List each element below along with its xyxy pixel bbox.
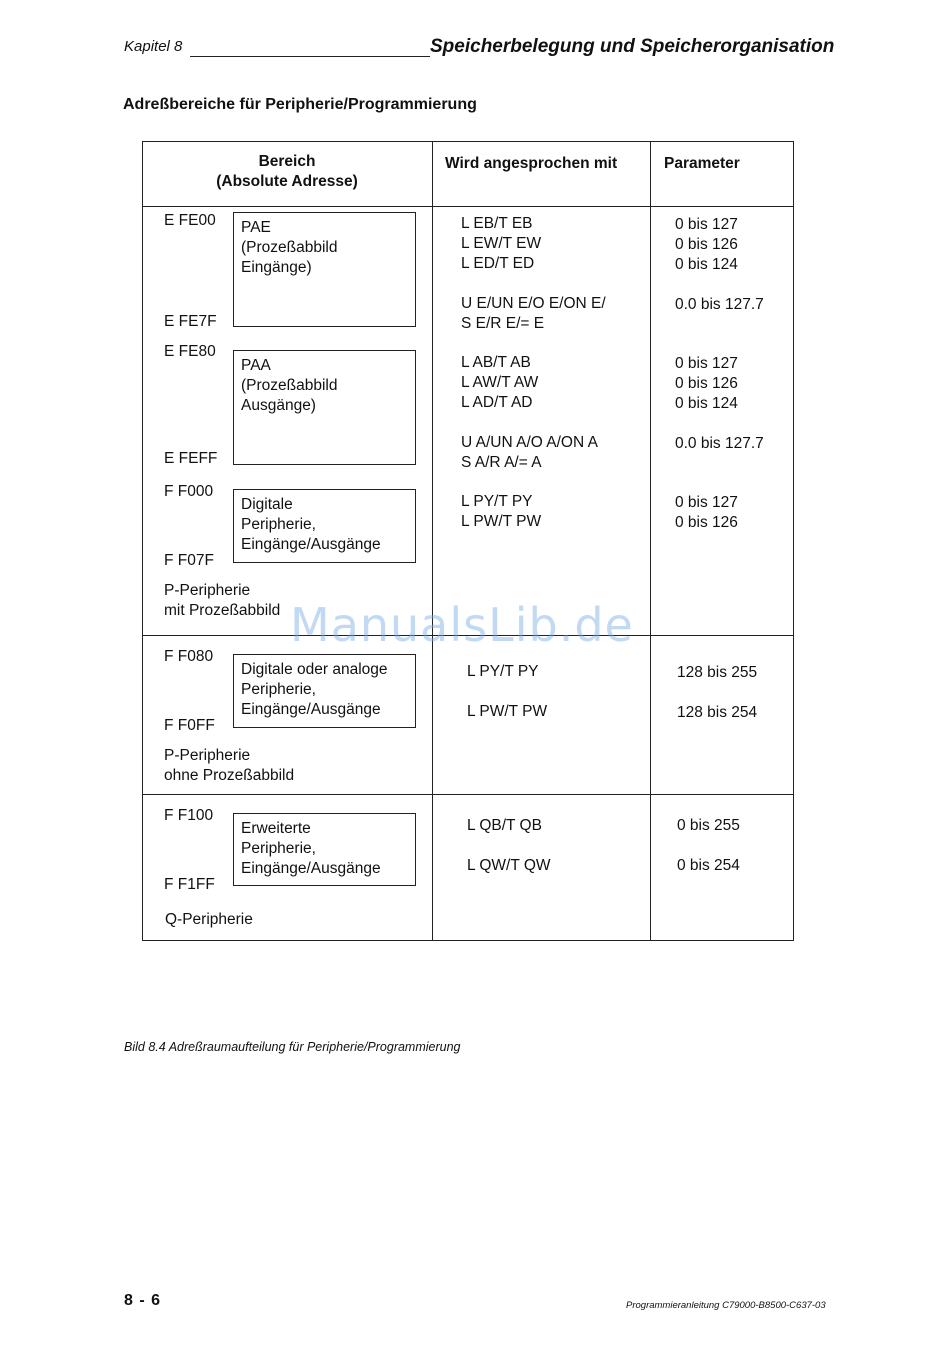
- parameter-value: 0 bis 126: [675, 236, 738, 253]
- parameter-value: 0.0 bis 127.7: [675, 435, 764, 452]
- address-label: E FE80: [164, 343, 216, 360]
- header-rule: [190, 56, 430, 57]
- address-label: F F100: [164, 807, 214, 824]
- section-title: Adreßbereiche für Peripherie/Programmierung: [123, 96, 477, 113]
- memory-area-box-paa: PAA (Prozeßabbild Ausgänge): [233, 350, 416, 465]
- parameter-value: 0 bis 126: [675, 375, 738, 392]
- address-label: E FE7F: [164, 313, 217, 330]
- command-label: U A/UN A/O A/ON A: [461, 434, 598, 451]
- document-reference: Programmieranleitung C79000-B8500-C637-03: [626, 1300, 826, 1311]
- header-wird: Wird angesprochen mit: [445, 155, 618, 172]
- parameter-value: 0 bis 124: [675, 395, 738, 412]
- command-label: L PY/T PY: [461, 493, 533, 510]
- address-label: F F0FF: [164, 717, 215, 734]
- address-label: F F000: [164, 483, 214, 500]
- parameter-value: 0 bis 126: [675, 514, 738, 531]
- parameter-value: 0 bis 127: [675, 494, 738, 511]
- header-parameter: Parameter: [664, 155, 740, 172]
- parameter-value: 0 bis 124: [675, 256, 738, 273]
- column-divider-1: [432, 141, 433, 941]
- page-number: 8 - 6: [124, 1292, 162, 1309]
- address-label: F F07F: [164, 552, 214, 569]
- area-note: Q-Peripherie: [165, 911, 253, 928]
- command-label: L AW/T AW: [461, 374, 539, 391]
- column-divider-2: [650, 141, 651, 941]
- parameter-value: 0 bis 127: [675, 216, 738, 233]
- watermark: ManualsLib.de: [290, 598, 634, 652]
- command-label: L PY/T PY: [467, 663, 539, 680]
- command-label: L QW/T QW: [467, 857, 551, 874]
- row-divider-2: [142, 794, 794, 795]
- command-label: L EB/T EB: [461, 215, 533, 232]
- area-note: P-Peripherie mit Prozeßabbild: [164, 582, 281, 619]
- command-label: L PW/T PW: [467, 703, 548, 720]
- command-label: L AB/T AB: [461, 354, 531, 371]
- chapter-label: Kapitel 8: [124, 38, 183, 55]
- command-label: L ED/T ED: [461, 255, 535, 272]
- parameter-value: 0 bis 127: [675, 355, 738, 372]
- address-label: E FE00: [164, 212, 216, 229]
- memory-area-box-digital: Digitale Peripherie, Eingänge/Ausgänge: [233, 489, 416, 563]
- parameter-value: 128 bis 255: [677, 664, 758, 681]
- command-label: L EW/T EW: [461, 235, 542, 252]
- memory-area-box-extended: Erweiterte Peripherie, Eingänge/Ausgänge: [233, 813, 416, 886]
- parameter-value: 0 bis 255: [677, 817, 740, 834]
- parameter-value: 0 bis 254: [677, 857, 740, 874]
- figure-caption: Bild 8.4 Adreßraumaufteilung für Peripherie/Programmierung: [124, 1040, 461, 1054]
- area-note: P-Peripherie ohne Prozeßabbild: [164, 747, 295, 784]
- header-divider: [142, 206, 794, 207]
- command-label: S A/R A/= A: [461, 454, 542, 471]
- command-label: U E/UN E/O E/ON E/: [461, 295, 606, 312]
- memory-area-box-pae: PAE (Prozeßabbild Eingänge): [233, 212, 416, 327]
- header-bereich: Bereich (Absolute Adresse): [216, 153, 358, 190]
- address-label: F F1FF: [164, 876, 215, 893]
- chapter-title: Speicherbelegung und Speicherorganisation: [430, 36, 835, 57]
- command-label: L AD/T AD: [461, 394, 533, 411]
- parameter-value: 0.0 bis 127.7: [675, 296, 764, 313]
- address-label: E FEFF: [164, 450, 218, 467]
- command-label: S E/R E/= E: [461, 315, 545, 332]
- parameter-value: 128 bis 254: [677, 704, 758, 721]
- address-label: F F080: [164, 648, 214, 665]
- command-label: L QB/T QB: [467, 817, 542, 834]
- memory-area-box-analog: Digitale oder analoge Peripherie, Eingänge/Ausgänge: [233, 654, 416, 728]
- command-label: L PW/T PW: [461, 513, 542, 530]
